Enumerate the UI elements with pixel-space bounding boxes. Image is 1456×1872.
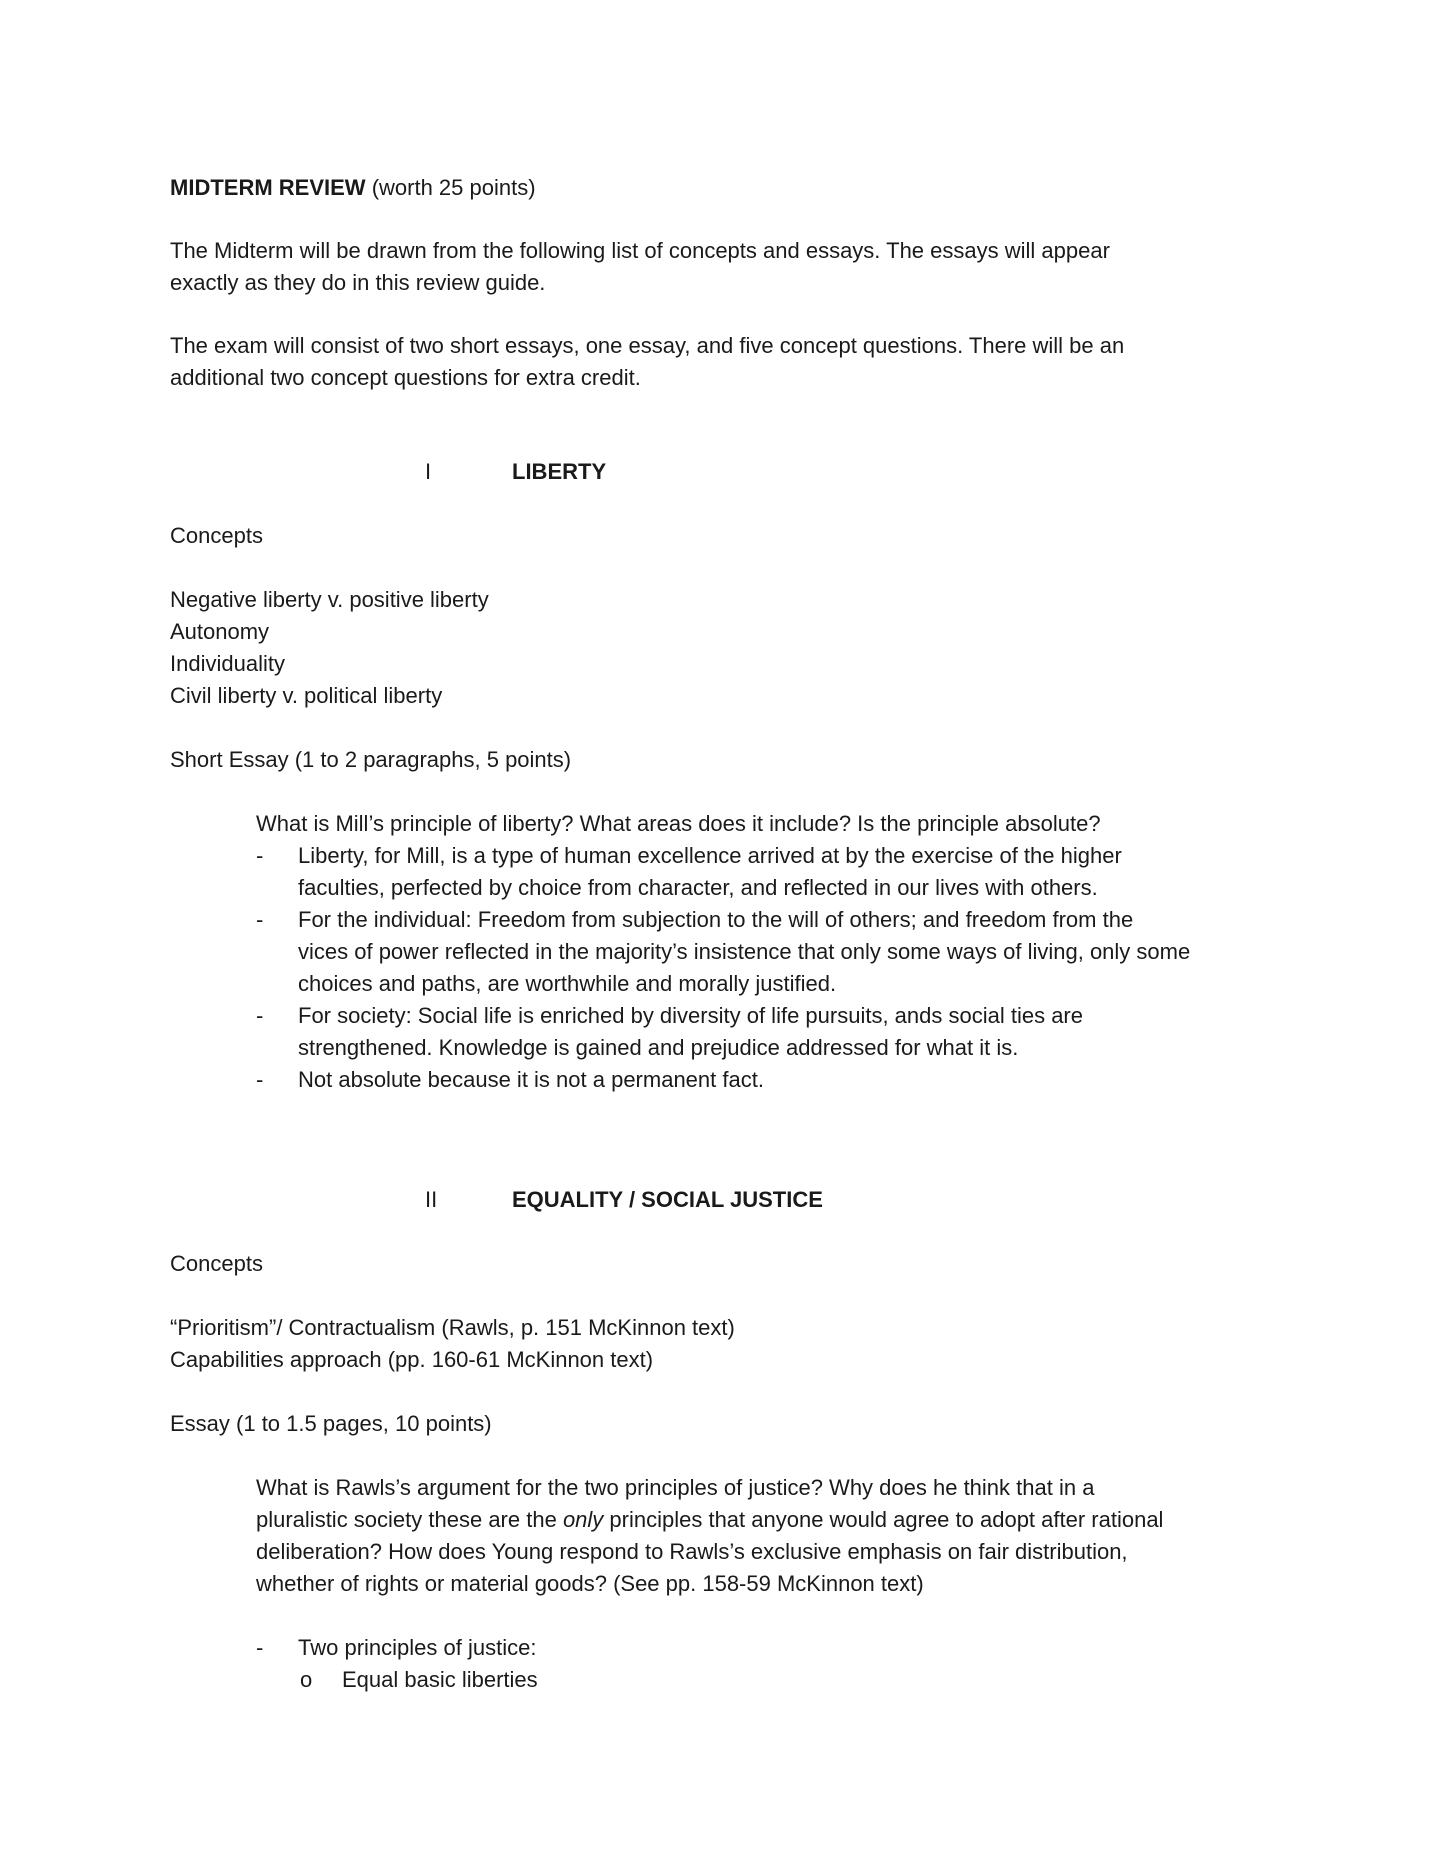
bullet-marker: -: [256, 1067, 264, 1092]
bullet-marker: -: [256, 907, 264, 932]
question-emphasis: only: [562, 1507, 604, 1532]
bullet-line: choices and paths, are worthwhile and morally justified.: [298, 971, 837, 996]
section-heading: EQUALITY / SOCIAL JUSTICE: [512, 1187, 823, 1212]
page-title-note: (worth 25 points): [371, 175, 536, 200]
bullet-line: Not absolute because it is not a permanent fact.: [298, 1067, 764, 1092]
concept-item: Negative liberty v. positive liberty: [170, 587, 489, 612]
essay-question-line: deliberation? How does Young respond to Rawls’s exclusive emphasis on fair distribution,: [256, 1539, 1128, 1564]
essay-label: Essay (1 to 1.5 pages, 10 points): [170, 1411, 492, 1436]
sub-bullet-line: Equal basic liberties: [342, 1667, 538, 1692]
sub-bullet-marker: o: [300, 1667, 313, 1692]
page-title: MIDTERM REVIEW: [170, 175, 366, 200]
bullet-line: Liberty, for Mill, is a type of human excellence arrived at by the exercise of the higher: [298, 843, 1122, 868]
bullet-line: faculties, perfected by choice from character, and reflected in our lives with others.: [298, 875, 1098, 900]
intro-line: additional two concept questions for extra credit.: [170, 365, 641, 390]
essay-question: What is Mill’s principle of liberty? What areas does it include? Is the principle absolute?: [256, 811, 1101, 836]
page-title-line: [170, 172, 536, 204]
bullet-line: strengthened. Knowledge is gained and prejudice addressed for what it is.: [298, 1035, 1019, 1060]
concepts-label: Concepts: [170, 1251, 263, 1276]
concept-item: Autonomy: [170, 619, 270, 644]
concept-item: Individuality: [170, 651, 285, 676]
bullet-line: For society: Social life is enriched by diversity of life pursuits, ands social ties are: [298, 1003, 1083, 1028]
bullet-line: Two principles of justice:: [298, 1635, 537, 1660]
bullet-marker: -: [256, 1635, 264, 1660]
bullet-marker: -: [256, 843, 264, 868]
concept-item: Civil liberty v. political liberty: [170, 683, 443, 708]
intro-line: The exam will consist of two short essays, one essay, and five concept questions. There will be an: [170, 333, 1125, 358]
section-numeral: II: [425, 1187, 438, 1212]
essay-question-line: What is Rawls’s argument for the two principles of justice? Why does he think that in a: [256, 1475, 1095, 1500]
question-text: principles that anyone would agree to adopt after rational: [603, 1507, 1164, 1532]
intro-line: The Midterm will be drawn from the following list of concepts and essays. The essays will appear: [170, 238, 1110, 263]
intro-line: exactly as they do in this review guide.: [170, 270, 546, 295]
concepts-label: Concepts: [170, 523, 263, 548]
section-numeral: I: [425, 459, 432, 484]
bullet-marker: -: [256, 1003, 264, 1028]
essay-label: Short Essay (1 to 2 paragraphs, 5 points): [170, 747, 572, 772]
concept-item: Capabilities approach (pp. 160-61 McKinnon text): [170, 1347, 654, 1372]
bullet-line: For the individual: Freedom from subjection to the will of others; and freedom from the: [298, 907, 1134, 932]
essay-question-line: [256, 1504, 1163, 1536]
question-text: pluralistic society these are the: [256, 1507, 563, 1532]
concept-item: “Prioritism”/ Contractualism (Rawls, p. 151 McKinnon text): [170, 1315, 735, 1340]
section-heading: LIBERTY: [512, 459, 607, 484]
essay-question-line: whether of rights or material goods? (See pp. 158-59 McKinnon text): [256, 1571, 924, 1596]
bullet-line: vices of power reflected in the majority’s insistence that only some ways of living, only some: [298, 939, 1191, 964]
